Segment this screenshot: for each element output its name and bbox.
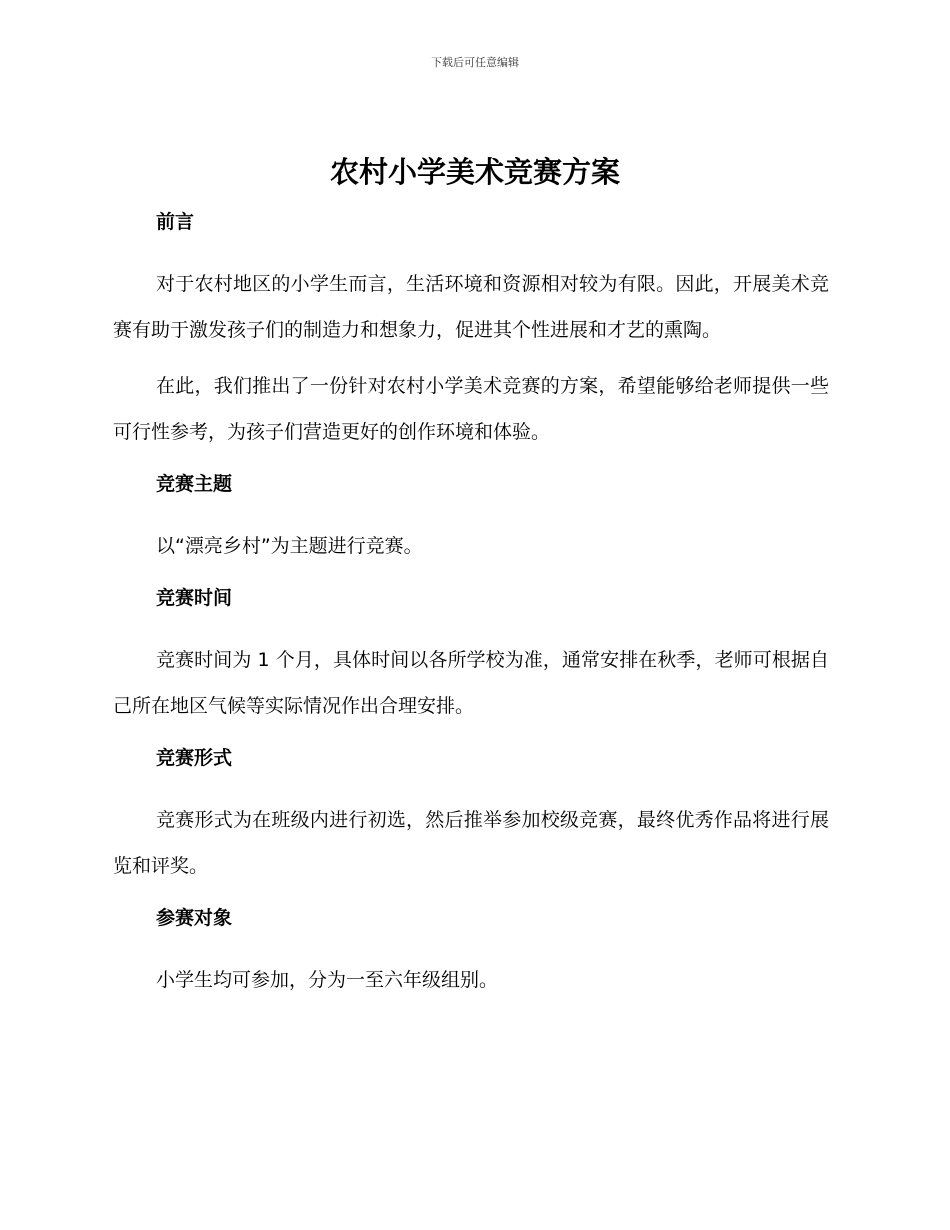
section-participants <box>113 899 829 1003</box>
paragraph: 竞赛时间为 1 个月，具体时间以各所学校为准，通常安排在秋季，老师可根据自己所在地区气候等实际情况作出合理安排。 <box>113 649 829 717</box>
document-body <box>113 203 829 1013</box>
section-heading: 竞赛主题 <box>156 473 233 495</box>
paragraph: 小学生均可参加，分为一至六年级组别。 <box>156 969 499 991</box>
paragraph: 对于农村地区的小学生而言，生活环境和资源相对较为有限。因此，开展美术竞赛有助于激发孩子们的制造力和想象力，促进其个性进展和才艺的熏陶。 <box>113 273 829 341</box>
section-format <box>113 739 829 889</box>
section-heading: 参赛对象 <box>156 907 233 929</box>
section-time <box>113 579 829 729</box>
paragraph: 在此，我们推出了一份针对农村小学美术竞赛的方案，希望能够给老师提供一些可行性参考，为孩子们营造更好的创作环境和体验。 <box>113 375 829 443</box>
section-theme <box>113 465 829 569</box>
section-preface <box>113 203 829 455</box>
paragraph: 竞赛形式为在班级内进行初选，然后推举参加校级竞赛，最终优秀作品将进行展览和评奖。 <box>113 809 829 877</box>
section-heading: 前言 <box>156 211 195 233</box>
paragraph: 以“漂亮乡村”为主题进行竞赛。 <box>156 535 423 557</box>
document-title: 农村小学美术竞赛方案 <box>329 155 620 189</box>
section-heading: 竞赛时间 <box>156 587 233 609</box>
section-heading: 竞赛形式 <box>156 747 233 769</box>
header-note: 下载后可任意编辑 <box>431 56 519 69</box>
